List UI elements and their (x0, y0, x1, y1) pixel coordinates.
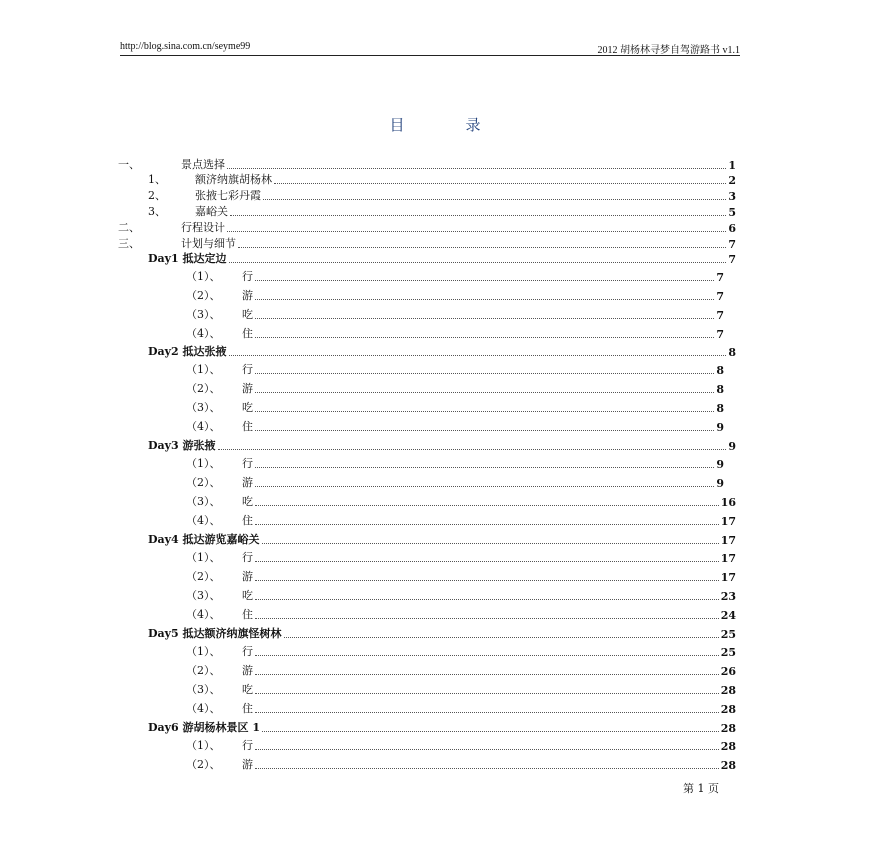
header-blog-url[interactable]: http://blog.sina.com.cn/seyme99 (120, 41, 251, 52)
toc-entry-page: 24 (720, 609, 736, 622)
toc-entry-page: 23 (720, 590, 736, 603)
toc-entry-number: （1）、 (186, 270, 221, 283)
toc-entry-label: 张掖七彩丹霞 (195, 189, 261, 202)
toc-entry-number: （2）、 (186, 758, 221, 771)
toc-entry[interactable] (186, 643, 736, 659)
toc-entry-number: （2）、 (186, 382, 221, 395)
toc-entry-number: （3）、 (186, 308, 221, 321)
toc-entry-page: 16 (720, 496, 736, 509)
toc-entry-page: 7 (716, 271, 724, 284)
toc-entry-page: 28 (720, 740, 736, 753)
toc-entry-page: 7 (728, 253, 736, 266)
toc-leader-dots (229, 355, 727, 356)
toc-entry-page: 9 (716, 421, 724, 434)
toc-entry-number: （4）、 (186, 327, 221, 340)
toc-entry[interactable] (186, 512, 736, 528)
toc-entry-label: 住 (242, 702, 253, 715)
toc-leader-dots (255, 524, 719, 525)
toc-entry-label: 景点选择 (181, 158, 225, 171)
toc-entry-label: 吃 (242, 589, 253, 602)
toc-entry[interactable] (186, 568, 736, 584)
toc-leader-dots (255, 505, 719, 506)
toc-leader-dots (255, 693, 719, 694)
toc-leader-dots (227, 168, 726, 169)
toc-leader-dots (255, 599, 719, 600)
toc-entry[interactable] (148, 203, 736, 219)
header-doc-title: 2012 胡杨林寻梦自驾游路书 v1.1 (597, 45, 740, 56)
toc-entry-number: （4）、 (186, 702, 221, 715)
toc-entry-page: 25 (720, 646, 736, 659)
toc-entry[interactable] (118, 219, 736, 235)
toc-leader-dots (255, 749, 719, 750)
toc-entry-number: （1）、 (186, 457, 221, 470)
toc-entry-label: 计划与细节 (181, 237, 236, 250)
toc-leader-dots (255, 618, 719, 619)
toc-entry-number: 三、 (118, 237, 140, 250)
toc-entry[interactable] (186, 700, 736, 716)
toc-entry-page: 8 (716, 383, 724, 396)
toc-entry[interactable] (186, 361, 724, 377)
toc-entry[interactable] (186, 606, 736, 622)
toc-leader-dots (255, 561, 719, 562)
toc-leader-dots (255, 674, 719, 675)
toc-entry-label: 行 (242, 270, 253, 283)
toc-entry-page: 28 (720, 722, 736, 735)
toc-leader-dots (227, 231, 726, 232)
toc-leader-dots (255, 712, 719, 713)
toc-entry[interactable] (186, 399, 724, 415)
toc-entry-label: 游 (242, 476, 253, 489)
toc-title-char-2: 录 (465, 116, 481, 134)
toc-entry-label: 游 (242, 664, 253, 677)
toc-leader-dots (255, 373, 714, 374)
toc-entry-page: 9 (716, 477, 724, 490)
toc-entry-page: 8 (716, 364, 724, 377)
toc-entry-number: （4）、 (186, 514, 221, 527)
toc-entry-label: 住 (242, 514, 253, 527)
toc-entry[interactable] (186, 737, 736, 753)
toc-entry-label: 额济纳旗胡杨林 (195, 173, 272, 186)
toc-entry-label: 游 (242, 758, 253, 771)
toc-entry[interactable] (186, 455, 724, 471)
toc-entry-page: 7 (728, 238, 736, 251)
toc-entry[interactable] (148, 250, 736, 266)
toc-entry-label: 行 (242, 645, 253, 658)
toc-entry[interactable] (148, 187, 736, 203)
toc-leader-dots (255, 580, 719, 581)
toc-leader-dots (255, 486, 714, 487)
toc-entry-number: （1）、 (186, 551, 221, 564)
toc-entry[interactable] (186, 474, 724, 490)
toc-entry[interactable] (118, 156, 736, 172)
toc-entry-label: 吃 (242, 683, 253, 696)
toc-entry-number: 1、 (148, 173, 166, 186)
toc-entry-page: 1 (728, 159, 736, 172)
toc-entry-number: （2）、 (186, 476, 221, 489)
toc-leader-dots (255, 768, 719, 769)
toc-entry[interactable] (186, 287, 724, 303)
toc-entry[interactable] (148, 171, 736, 187)
page-number: 第 1 页 (683, 782, 719, 795)
toc-leader-dots (262, 731, 719, 732)
toc-leader-dots (263, 199, 726, 200)
toc-leader-dots (255, 655, 719, 656)
toc-leader-dots (255, 337, 714, 338)
toc-entry-label: 住 (242, 327, 253, 340)
toc-entry[interactable] (148, 437, 736, 453)
toc-entry-label: 吃 (242, 495, 253, 508)
toc-entry-label: 住 (242, 608, 253, 621)
toc-entry-page: 7 (716, 328, 724, 341)
toc-entry[interactable] (186, 306, 724, 322)
toc-leader-dots (255, 318, 714, 319)
toc-entry-label: 行 (242, 363, 253, 376)
toc-entry[interactable] (186, 325, 724, 341)
toc-entry[interactable] (186, 662, 736, 678)
toc-entry[interactable] (186, 587, 736, 603)
toc-entry-page: 17 (720, 515, 736, 528)
toc-entry-number: （3）、 (186, 589, 221, 602)
toc-leader-dots (255, 392, 714, 393)
toc-title-char-1: 目 (389, 116, 405, 134)
toc-entry-label: 吃 (242, 401, 253, 414)
toc-entry-number: （1）、 (186, 645, 221, 658)
toc-leader-dots (284, 637, 719, 638)
toc-entry-page: 5 (728, 206, 736, 219)
toc-entry-number: 一、 (118, 158, 140, 171)
toc-entry-label: 行 (242, 457, 253, 470)
toc-entry-number: （4）、 (186, 420, 221, 433)
toc-entry-number: 2、 (148, 189, 166, 202)
toc-entry-page: 25 (720, 628, 736, 641)
toc-entry-label: 行程设计 (181, 221, 225, 234)
toc-entry-page: 17 (720, 552, 736, 565)
toc-entry-number: （4）、 (186, 608, 221, 621)
toc-entry-number: （3）、 (186, 683, 221, 696)
toc-entry-label: Day3 游张掖 (148, 439, 216, 452)
toc-entry[interactable] (186, 756, 736, 772)
toc-leader-dots (255, 299, 714, 300)
toc-entry-number: （3）、 (186, 401, 221, 414)
toc-entry-label: Day4 抵达游览嘉峪关 (148, 533, 260, 546)
toc-entry[interactable] (186, 418, 724, 434)
toc-entry[interactable] (148, 531, 736, 547)
toc-leader-dots (230, 215, 726, 216)
toc-leader-dots (229, 262, 727, 263)
toc-entry-label: Day6 游胡杨林景区 1 (148, 721, 261, 734)
toc-entry-label: 行 (242, 739, 253, 752)
toc-entry-number: （2）、 (186, 664, 221, 677)
toc-entry-page: 28 (720, 703, 736, 716)
toc-entry[interactable] (148, 719, 736, 735)
toc-entry-page: 17 (720, 534, 736, 547)
toc-entry-page: 28 (720, 684, 736, 697)
toc-entry[interactable] (186, 681, 736, 697)
toc-leader-dots (218, 449, 727, 450)
toc-entry-label: Day5 抵达额济纳旗怪树林 (148, 627, 282, 640)
toc-entry-label: 游 (242, 382, 253, 395)
toc-entry[interactable] (148, 625, 736, 641)
toc-entry-label: 嘉峪关 (195, 205, 228, 218)
toc-entry[interactable] (118, 235, 736, 251)
toc-entry[interactable] (186, 380, 724, 396)
toc-leader-dots (255, 280, 714, 281)
toc-entry-number: （2）、 (186, 570, 221, 583)
toc-leader-dots (274, 183, 726, 184)
toc-entry-label: 行 (242, 551, 253, 564)
toc-entry-label: Day2 抵达张掖 (148, 345, 227, 358)
toc-leader-dots (255, 411, 714, 412)
toc-leader-dots (255, 430, 714, 431)
toc-entry-page: 7 (716, 309, 724, 322)
toc-entry-page: 8 (716, 402, 724, 415)
toc-leader-dots (238, 247, 726, 248)
toc-entry[interactable] (148, 343, 736, 359)
toc-entry-label: 游 (242, 570, 253, 583)
toc-entry-label: 吃 (242, 308, 253, 321)
toc-entry-page: 2 (728, 174, 736, 187)
toc-entry-label: 游 (242, 289, 253, 302)
page-header (120, 41, 740, 56)
toc-entry-page: 26 (720, 665, 736, 678)
toc-entry-number: 3、 (148, 205, 166, 218)
toc-entry[interactable] (186, 549, 736, 565)
toc-entry-label: 住 (242, 420, 253, 433)
toc-entry-number: （3）、 (186, 495, 221, 508)
toc-entry-page: 6 (728, 222, 736, 235)
toc-entry[interactable] (186, 268, 724, 284)
toc-leader-dots (262, 543, 719, 544)
toc-entry-number: （1）、 (186, 739, 221, 752)
toc-entry-page: 9 (716, 458, 724, 471)
toc-entry-page: 8 (728, 346, 736, 359)
toc-title (0, 114, 870, 135)
toc-leader-dots (255, 467, 714, 468)
toc-entry[interactable] (186, 493, 736, 509)
toc-entry-number: （2）、 (186, 289, 221, 302)
toc-entry-page: 7 (716, 290, 724, 303)
toc-entry-page: 9 (728, 440, 736, 453)
toc-entry-number: （1）、 (186, 363, 221, 376)
toc-entry-label: Day1 抵达定边 (148, 252, 227, 265)
toc-entry-number: 二、 (118, 221, 140, 234)
toc-entry-page: 17 (720, 571, 736, 584)
toc-entry-page: 3 (728, 190, 736, 203)
toc-entry-page: 28 (720, 759, 736, 772)
